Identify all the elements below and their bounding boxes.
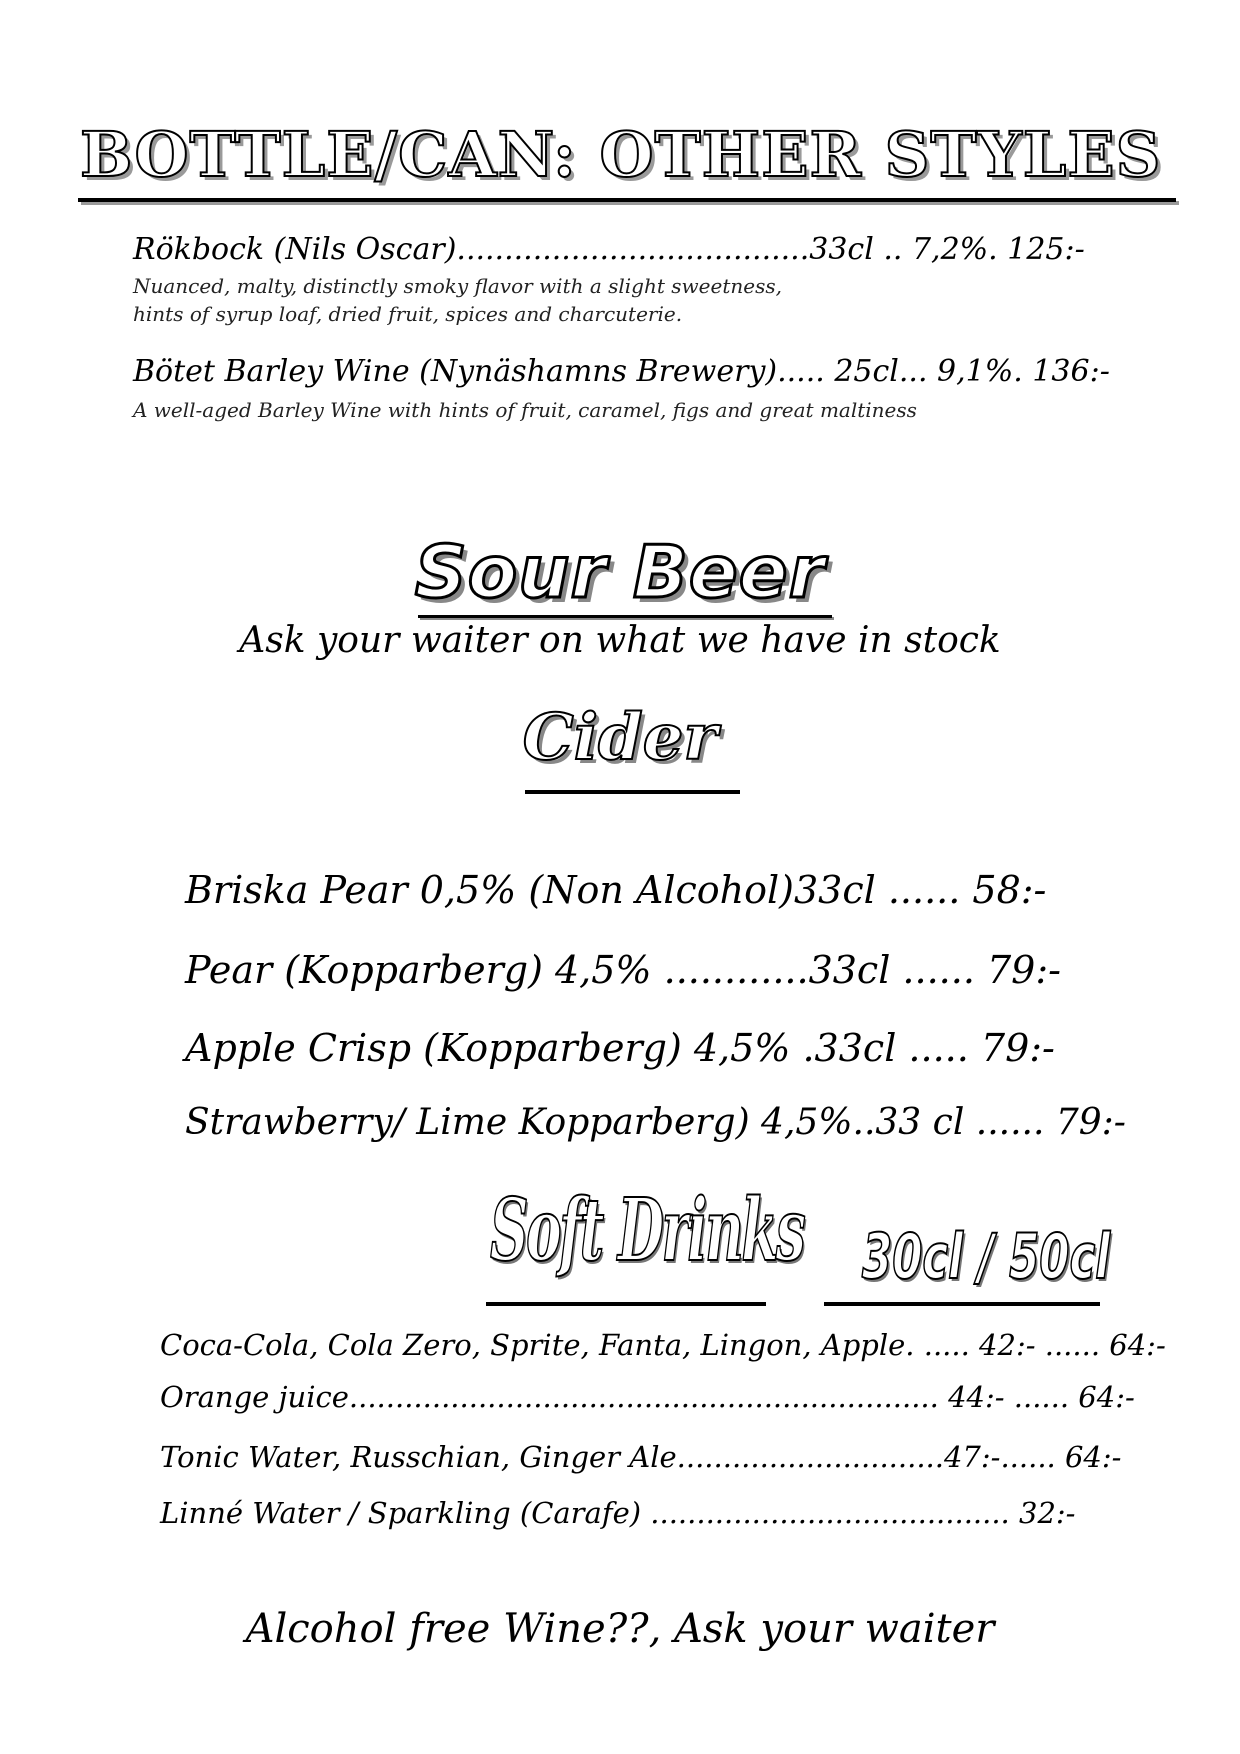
cider-item: Apple Crisp (Kopparberg) 4,5% .33cl ..... 79:- <box>185 1026 1055 1070</box>
beer-item-rokbock: Rökbock (Nils Oscar).....................................33cl .. 7,2%. 125:- <box>133 232 1085 267</box>
cider-item: Strawberry/ Lime Kopparberg) 4,5%..33 cl ...... 79:- <box>185 1102 1126 1143</box>
soft-drinks-underline <box>486 1302 766 1306</box>
sizes-underline <box>824 1302 1100 1306</box>
cider-underline <box>525 790 740 794</box>
soft-drink-item: Linné Water / Sparkling (Carafe) ....................................... 32:- <box>160 1496 1076 1530</box>
title-underline <box>78 198 1176 202</box>
page-title: BOTTLE/CAN: OTHER STYLES <box>80 118 1162 191</box>
soft-drink-item: Coca-Cola, Cola Zero, Sprite, Fanta, Lingon, Apple. ..... 42:- ...... 64:- <box>160 1328 1166 1362</box>
beer-description-line: Nuanced, malty, distinctly smoky flavor with a slight sweetness, <box>133 274 782 298</box>
soft-drink-item: Orange juice................................................................ 44:- ...... 64:- <box>160 1380 1135 1414</box>
soft-drink-item: Tonic Water, Russchian, Ginger Ale.............................47:-...... 64:- <box>160 1440 1122 1474</box>
footer-note: Alcohol free Wine??, Ask your waiter <box>245 1606 995 1652</box>
sour-beer-underline <box>418 615 832 618</box>
soft-drinks-heading: Soft Drinks <box>490 1180 804 1281</box>
beer-description-line: A well-aged Barley Wine with hints of fruit, caramel, figs and great maltiness <box>133 398 917 422</box>
sour-beer-heading: Sour Beer <box>414 530 826 614</box>
cider-item: Briska Pear 0,5% (Non Alcohol)33cl ...... 58:- <box>185 868 1047 912</box>
beer-description-line: hints of syrup loaf, dried fruit, spices and charcuterie. <box>133 302 683 326</box>
sour-beer-subtitle: Ask your waiter on what we have in stock <box>239 620 1001 661</box>
cider-heading: Cider <box>522 700 718 775</box>
cider-item: Pear (Kopparberg) 4,5% ............33cl ...... 79:- <box>185 948 1061 992</box>
beer-item-botet: Bötet Barley Wine (Nynäshamns Brewery)..... 25cl... 9,1%. 136:- <box>133 354 1110 389</box>
soft-drinks-sizes: 30cl / 50cl <box>862 1220 1111 1293</box>
